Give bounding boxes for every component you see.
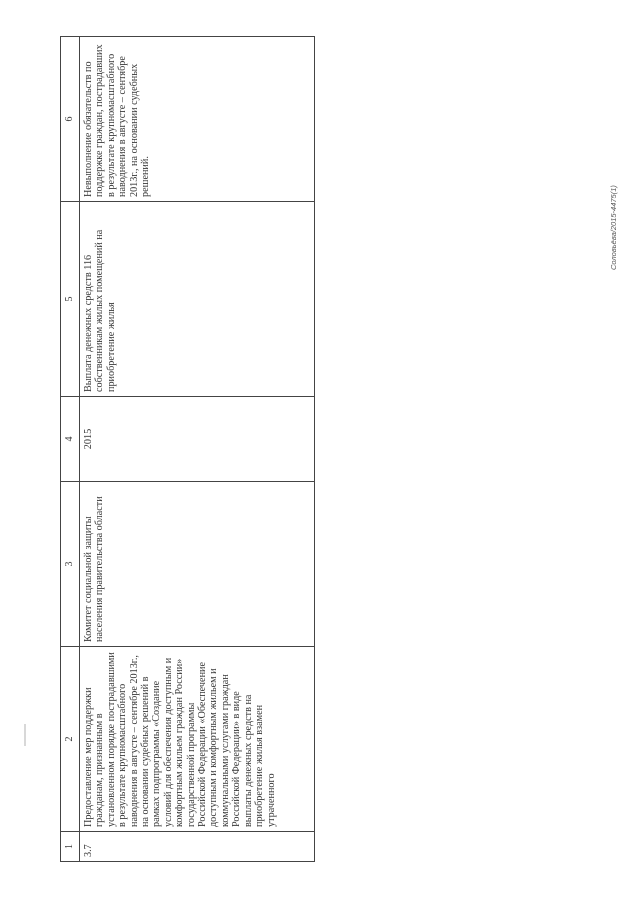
document-stamp: Соловьёва/2015-4475(1) bbox=[609, 185, 618, 270]
implementation-year: 2015 bbox=[80, 397, 315, 482]
header-col-3: 3 bbox=[61, 482, 80, 647]
consequences-of-non-implementation: Невыполнение обязательств по поддержке граждан, пострадавших в результате крупномасштабного наводнения в августе – сентябре 2013г., на основании судебных решений. bbox=[80, 37, 315, 202]
row-number: 3.7 bbox=[80, 832, 315, 862]
measures-table bbox=[60, 36, 315, 862]
header-col-2: 2 bbox=[61, 647, 80, 832]
measure-description: Предоставление мер поддержки гражданам, признанным в установленном порядке пострадавшими в результате крупномасштабного наводнения в августе – сентябре 2013г., на основании судебных решений в рамках подпрограммы «Создание условий для обеспечения доступным и комфортным жильем граждан России» государственной программы Российской Федерации «Обеспечение доступным и комфортным жильем и коммунальными услугами граждан Российской Федерации» в виде выплаты денежных средств на приобретение жилья взамен утраченного bbox=[80, 647, 315, 832]
table-row bbox=[80, 37, 315, 862]
header-col-1: 1 bbox=[61, 832, 80, 862]
table-header-row bbox=[61, 37, 80, 862]
measures-table-wrapper bbox=[60, 37, 315, 862]
header-col-5: 5 bbox=[61, 202, 80, 397]
expected-result: Выплата денежных средств 116 собственникам жилых помещений на приобретение жилья bbox=[80, 202, 315, 397]
header-col-4: 4 bbox=[61, 397, 80, 482]
scan-artifact bbox=[24, 724, 26, 746]
responsible-executor: Комитет социальной защиты населения правительства области bbox=[80, 482, 315, 647]
header-col-6: 6 bbox=[61, 37, 80, 202]
